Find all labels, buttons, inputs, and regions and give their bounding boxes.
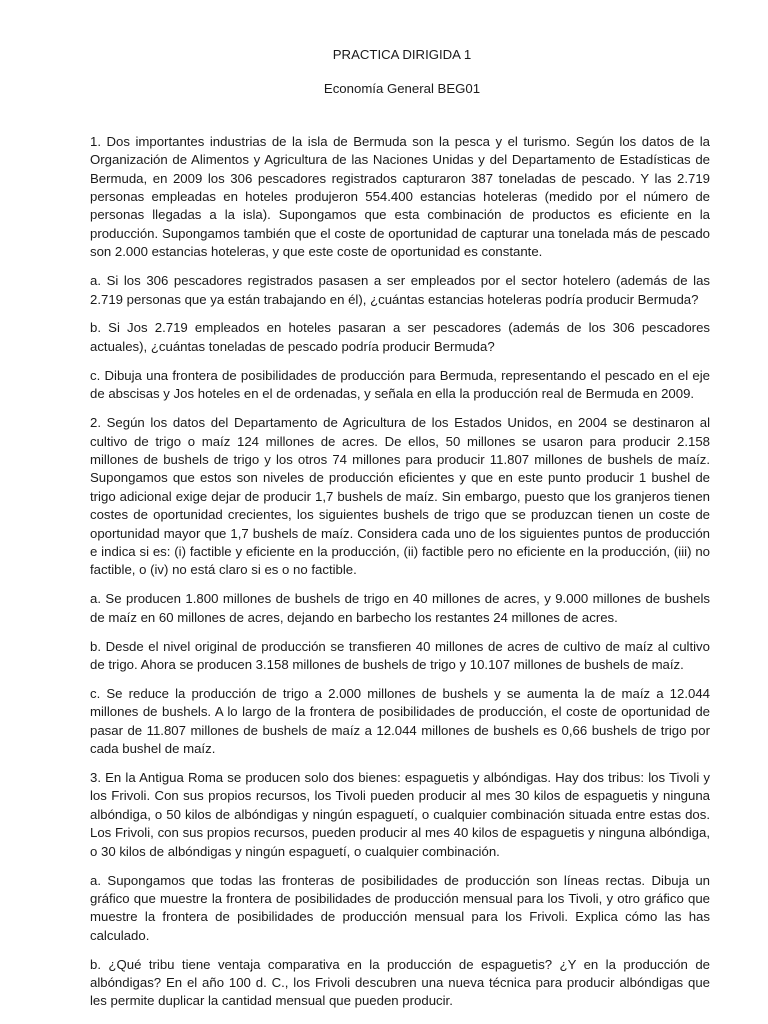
question-1-intro: 1. Dos importantes industrias de la isla de Bermuda son la pesca y el turismo. Según los datos de la Organización de Alimentos y Agricultura de las Naciones Unidas y del Departamento de Estadísticas de Bermuda, en 2009 los 306 pescadores registrados capturaron 387 toneladas de pescado. Y las 2.719 personas empleadas en hoteles produjeron 554.400 estancias hoteleras (medido por el número de personas llegadas a la isla). Supongamos que esta combinación de productos es eficiente en la producción. Supongamos también que el coste de oportunidad de capturar una tonelada más de pescado son 2.000 estancias hoteleras, y que este coste de oportunidad es constante. [90,133,710,260]
document-body [90,133,710,1011]
document-subtitle: Economía General BEG01 [323,81,481,97]
question-1a: a. Si los 306 pescadores registrados pasasen a ser empleados por el sector hotelero (además de las 2.719 personas que ya están trabajando en él), ¿cuántas estancias hoteleras podría producir Bermuda? [90,273,710,307]
question-1b: b. Si Jos 2.719 empleados en hoteles pasaran a ser pescadores (además de los 306 pescadores actuales), ¿cuántas toneladas de pescado podría producir Bermuda? [90,320,710,354]
question-2c: c. Se reduce la producción de trigo a 2.000 millones de bushels y se aumenta la de maíz a 12.044 millones de bushels. A lo largo de la frontera de posibilidades de producción, el coste de oportunidad de pasar de 11.807 millones de bushels de maíz a 12.044 millones de bushels es 0,66 bushels de trigo por cada bushel de maíz. [90,685,710,757]
question-3a: a. Supongamos que todas las fronteras de posibilidades de producción son líneas rectas. Dibuja un gráfico que muestre la frontera de posibilidades de producción mensual para los Tivoli, y otro gráfico que muestre la frontera de posibilidades de producción mensual para los Frivoli. Explica cómo las has calculado. [90,872,710,943]
question-2-intro: 2. Según los datos del Departamento de Agricultura de los Estados Unidos, en 2004 se destinaron al cultivo de trigo o maíz 124 millones de acres. De ellos, 50 millones se usaron para producir 2.158 millones de bushels de trigo y los otros 74 millones para producir 11.807 millones de bushels de maíz. Supongamos que estos son niveles de producción eficientes y que en este punto producir 1 bushel de trigo adicional exige dejar de producir 1,7 bushels de maíz. Sin embargo, puesto que los granjeros tienen costes de oportunidad crecientes, los siguientes bushels de trigo que se produzcan tienen un coste de oportunidad mayor que 1,7 bushels de maíz. Considera cada uno de los siguientes puntos de producción e indica si es: (i) factible y eficiente en la producción, (ii) factible pero no eficiente en la producción, (iii) no factible, o (iv) no está claro si es o no factible. [90,415,710,578]
question-2a: a. Se producen 1.800 millones de bushels de trigo en 40 millones de acres, y 9.000 millones de bushels de maíz en 60 millones de acres, dejando en barbecho los restantes 24 millones de acres. [90,591,710,625]
document-title: PRACTICA DIRIGIDA 1 [332,47,472,62]
question-3b: b. ¿Qué tribu tiene ventaja comparativa en la producción de espaguetis? ¿Y en la producción de albóndigas? En el año 100 d. C., los Frivoli descubren una nueva técnica para producir albóndigas que les permite duplicar la cantidad mensual que pueden producir. [90,956,710,1009]
question-1c: c. Dibuja una frontera de posibilidades de producción para Bermuda, representando el pescado en el eje de abscisas y Jos hoteles en el de ordenadas, y señala en ella la producción real de Bermuda en 2009. [90,367,710,402]
question-2b: b. Desde el nivel original de producción se transfieren 40 millones de acres de cultivo de maíz al cultivo de trigo. Ahora se producen 3.158 millones de bushels de trigo y 10.107 millones de bushels de maíz. [90,638,710,672]
question-3-intro: 3. En la Antigua Roma se producen solo dos bienes: espaguetis y albóndigas. Hay dos tribus: los Tivoli y los Frivoli. Con sus propios recursos, los Tivoli pueden producir al mes 30 kilos de espaguetis y ninguna albóndiga, o 50 kilos de albóndigas y ningún espaguetí, o cualquier combinación situada entre estas dos. Los Frivoli, con sus propios recursos, pueden producir al mes 40 kilos de espaguetis y ninguna albóndiga, o 30 kilos de albóndigas y ningún espaguetí, o cualquier combinación. [90,770,710,859]
